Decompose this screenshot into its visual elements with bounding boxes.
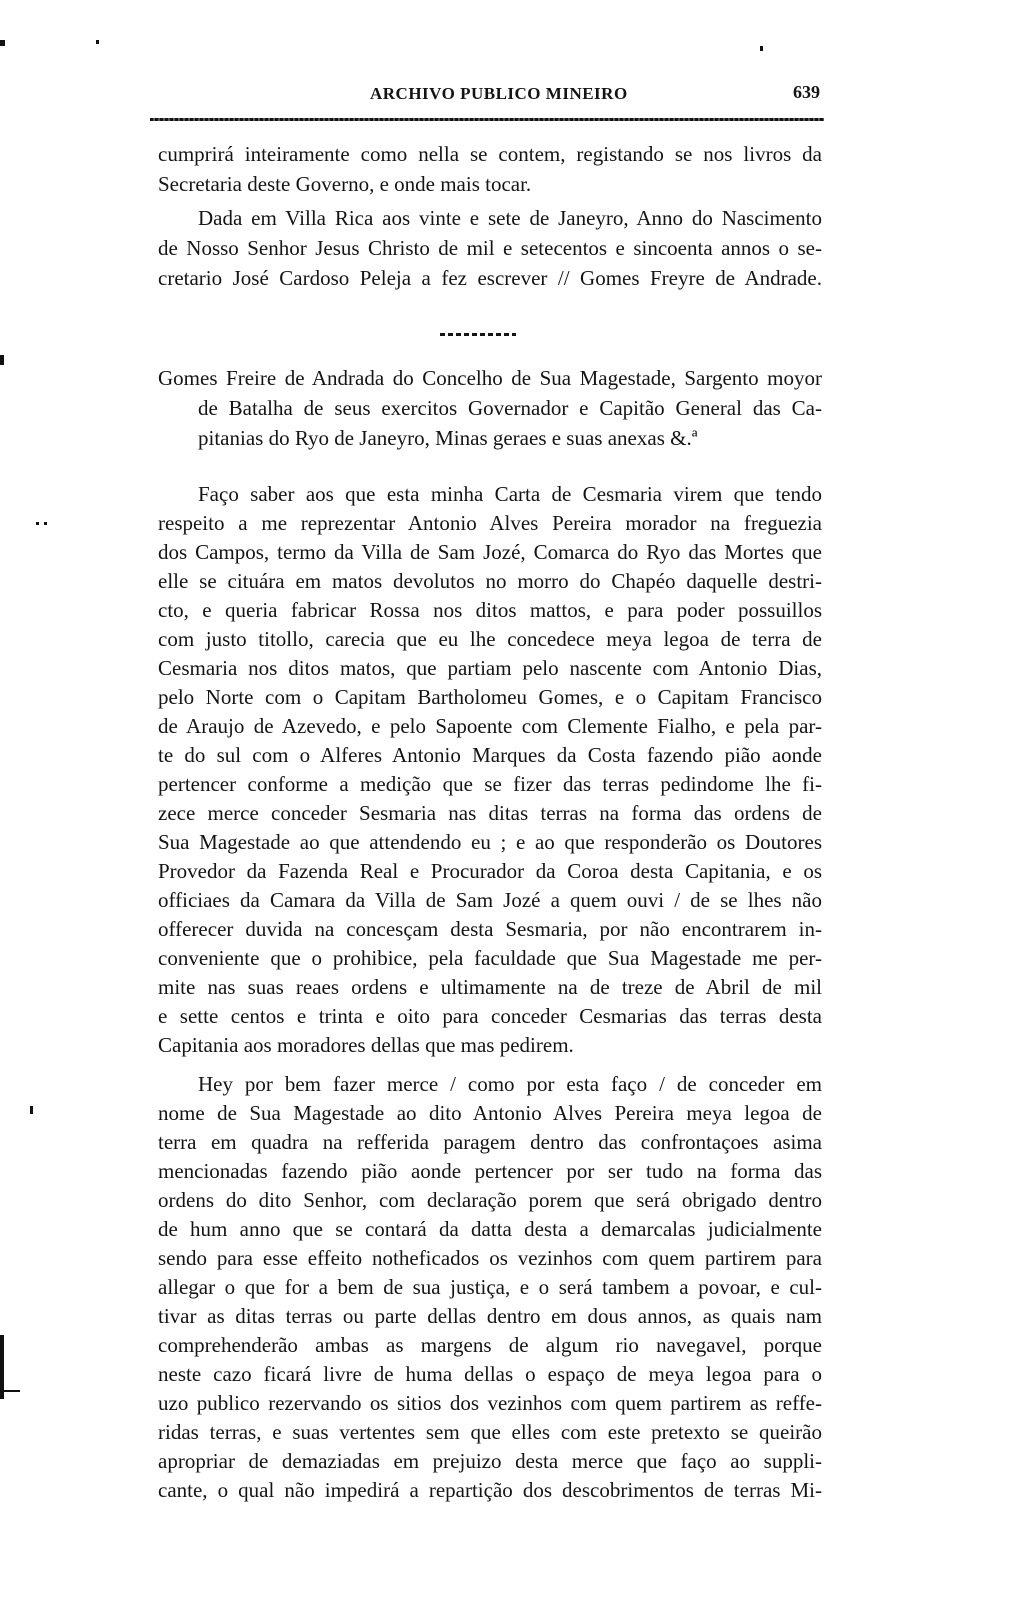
text-line: apropriar de demaziadas em prejuizo desta merce que faço ao suppli- [158,1449,822,1473]
text-line: comprehenderão ambas as margens de algum rio navegavel, porque [158,1333,822,1357]
text-line: ordens do dito Senhor, com declaração porem que será obrigado dentro [158,1188,822,1212]
scan-speck [760,46,763,51]
text-line: uzo publico rezervando os sitios dos vezinhos com quem partirem as reffe- [158,1391,822,1415]
text-line: Cesmaria nos ditos matos, que partiam pelo nascente com Antonio Dias, [158,656,822,680]
scan-speck [4,1390,20,1392]
running-header [160,82,828,112]
text-line: zece merce conceder Sesmaria nas ditas terras na forma das ordens de [158,801,822,825]
text-line: terra em quadra na refferida paragem dentro das confrontaçoes asima [158,1130,822,1154]
text-line: tivar as ditas terras ou parte dellas dentro em dous annos, as quais nam [158,1304,822,1328]
text-line: cante, o qual não impedirá a repartição dos descobrimentos de terras Mi- [158,1478,822,1502]
scan-speck [96,40,99,44]
scan-speck [36,522,39,525]
text-line: Provedor da Fazenda Real e Procurador da Coroa desta Capitania, e os [158,859,822,883]
text-line: Dada em Villa Rica aos vinte e sete de Janeyro, Anno do Nascimento [198,206,822,230]
text-line: Capitania aos moradores dellas que mas pedirem. [158,1033,574,1057]
text-line: offerecer duvida na concesçam desta Sesmaria, por não encontrarem in- [158,917,822,941]
section-separator [440,333,516,336]
text-line: respeito a me reprezentar Antonio Alves Pereira morador na freguezia [158,511,822,535]
text-line: mencionadas fazendo pião aonde pertencer por ser tudo na forma das [158,1159,822,1183]
header-rule [150,118,824,121]
text-line: neste cazo ficará livre de huma dellas o espaço de meya legoa para o [158,1362,822,1386]
text-line: Faço saber aos que esta minha Carta de Cesmaria virem que tendo [198,482,822,506]
page-number: 639 [793,82,820,102]
text-line: allegar o que for a bem de sua justiça, e o será tambem a povoar, e cul- [158,1275,822,1299]
text-line: mite nas suas reaes ordens e ultimamente na de treze de Abril de mil [158,975,822,999]
text-line: nome de Sua Magestade ao dito Antonio Alves Pereira meya legoa de [158,1101,822,1125]
text-line: de Araujo de Azevedo, e pelo Sapoente com Clemente Fialho, e pela par- [158,714,822,738]
text-line: dos Campos, termo da Villa de Sam Jozé, Comarca do Ryo das Mortes que [158,540,822,564]
text-line: officiaes da Camara da Villa de Sam Jozé a quem ouvi / de se lhes não [158,888,822,912]
text-line: pertencer conforme a medição que se fizer das terras pedindome lhe fi- [158,772,822,796]
text-line: pelo Norte com o Capitam Bartholomeu Gomes, e o Capitam Francisco [158,685,822,709]
journal-title: ARCHIVO PUBLICO MINEIRO [370,84,628,103]
scan-speck [0,355,4,365]
scan-speck [44,522,47,525]
heading-line: Gomes Freire de Andrada do Concelho de Sua Magestade, Sargento moyor [158,366,822,390]
text-line: te do sul com o Alferes Antonio Marques da Costa fazendo pião aonde [158,743,822,767]
heading-line: de Batalha de seus exercitos Governador e Capitão General das Ca- [198,396,822,420]
heading-line: pitanias do Ryo de Janeyro, Minas geraes e suas anexas &.ª [198,426,698,450]
text-line: de Nosso Senhor Jesus Christo de mil e setecentos e sincoenta annos o se- [158,236,822,260]
text-line: com justo titollo, carecia que eu lhe concedece meya legoa de terra de [158,627,822,651]
text-line: ridas terras, e suas vertentes sem que elles com este pretexto se queirão [158,1420,822,1444]
text-line: de hum anno que se contará da datta desta a demarcalas judicialmente [158,1217,822,1241]
text-line: elle se cituára em matos devolutos no morro do Chapéo daquelle destri- [158,569,822,593]
text-line: Secretaria deste Governo, e onde mais tocar. [158,172,532,196]
text-line: conveniente que o prohibice, pela faculdade que Sua Magestade me per- [158,946,822,970]
text-line: e sette centos e trinta e oito para conceder Cesmarias das terras desta [158,1004,822,1028]
scan-speck [0,40,5,46]
text-line: cretario José Cardoso Peleja a fez escrever // Gomes Freyre de Andrade. [158,266,822,290]
text-line: cumprirá inteiramente como nella se contem, registando se nos livros da [158,142,822,166]
text-line: cto, e queria fabricar Rossa nos ditos mattos, e para poder possuillos [158,598,822,622]
text-line: sendo para esse effeito notheficados os vezinhos com quem partirem para [158,1246,822,1270]
text-line: Sua Magestade ao que attendendo eu ; e ao que responderão os Doutores [158,830,822,854]
text-line: Hey por bem fazer merce / como por esta faço / de conceder em [198,1072,822,1096]
scan-speck [30,1106,33,1114]
